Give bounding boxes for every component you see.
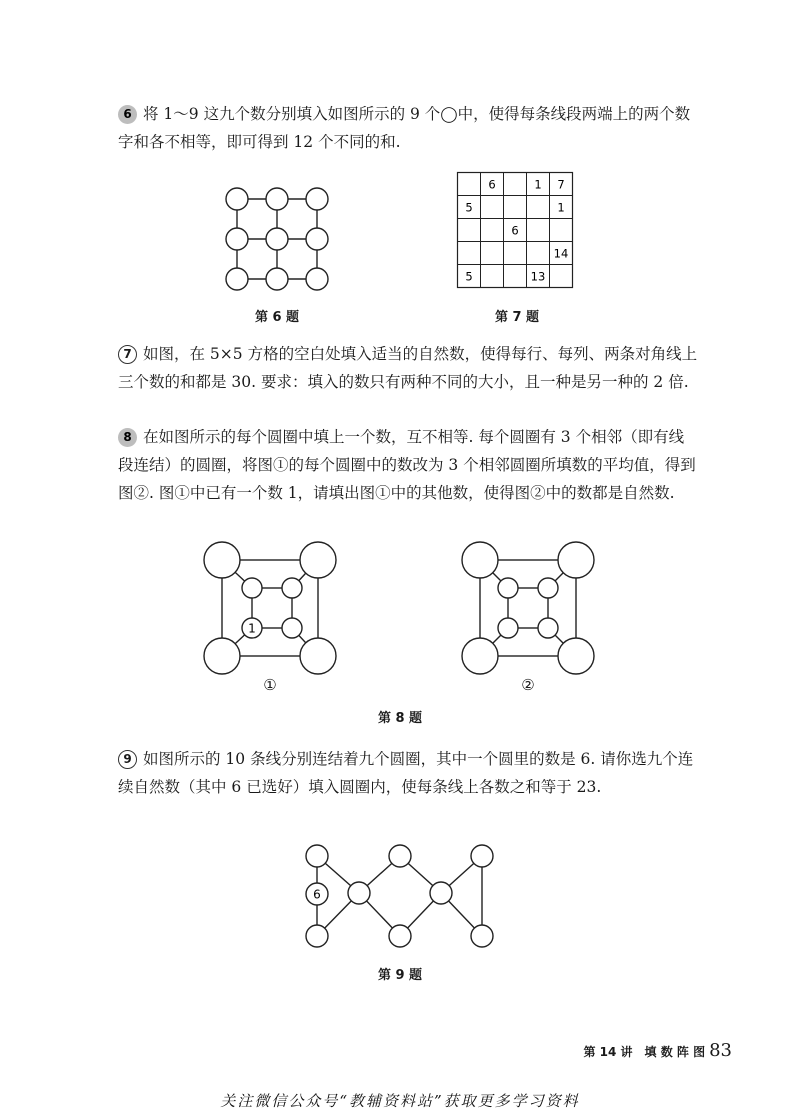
promo-banner: 关注微信公众号“教辅资料站”获取更多学习资料 (220, 1092, 580, 1110)
circle-node (204, 638, 240, 674)
circle-node (558, 638, 594, 674)
circle-node (266, 188, 288, 210)
figure-6-diagram (222, 184, 332, 294)
problem-text: 在如图所示的每个圆圈中填上一个数，互不相等. 每个圆圈有 3 个相邻（即有线段连结）的圆圈，将图①的每个圆圈中的数改为 3 个相邻圆圈所填数的平均值，得到图②. 图①中已有一个数 1，请填出图①中的其他数，使得图②中的数都是自然数. (118, 428, 696, 502)
circle-node (471, 925, 493, 947)
figure-7-grid (457, 172, 577, 292)
circle-node (226, 268, 248, 290)
figure-8-left-diagram (200, 538, 340, 678)
problem-number: 7 (118, 345, 137, 364)
grid-cell-value: 6 (488, 177, 496, 192)
circle-node (348, 882, 370, 904)
figure-7-caption: 第 7 题 (494, 310, 540, 325)
page-footer (584, 1040, 733, 1061)
figure-9-diagram (302, 842, 502, 952)
figure-9-caption: 第 9 题 (377, 968, 423, 983)
figure-8-label-right: ② (521, 676, 535, 694)
problem-8 (118, 423, 698, 507)
grid-cell-value: 1 (557, 200, 565, 215)
circle-node (538, 618, 558, 638)
figure-6-caption: 第 6 题 (254, 310, 300, 325)
grid-cell-value: 1 (534, 177, 542, 192)
grid-cell-value: 6 (511, 223, 519, 238)
problem-number: 6 (118, 105, 137, 124)
grid-cell-value: 5 (465, 269, 473, 284)
circle-node (226, 188, 248, 210)
circle-node (266, 268, 288, 290)
circle-node (430, 882, 452, 904)
problem-number: 9 (118, 750, 137, 769)
page-number: 83 (709, 1040, 732, 1061)
circle-node (306, 268, 328, 290)
given-number: 1 (248, 621, 256, 636)
given-number: 6 (313, 887, 321, 902)
circle-node (300, 542, 336, 578)
figure-8-caption: 第 8 题 (377, 711, 423, 726)
circle-node (462, 542, 498, 578)
problem-9 (118, 745, 698, 801)
circle-node (558, 542, 594, 578)
grid-cell-value: 13 (530, 269, 546, 284)
circle-node (282, 578, 302, 598)
circle-node (242, 578, 262, 598)
grid-cell-value: 14 (553, 246, 569, 261)
circle-node (498, 618, 518, 638)
circle-node (462, 638, 498, 674)
circle-node (306, 845, 328, 867)
circle-node (266, 228, 288, 250)
circle-node (226, 228, 248, 250)
figure-8-right-diagram (458, 538, 598, 678)
grid-cell-value: 7 (557, 177, 565, 192)
lecture-title: 第 14 讲 填 数 阵 图 (583, 1045, 706, 1059)
problem-text: 如图所示的 10 条线分别连结着九个圆圈，其中一个圆里的数是 6. 请你选九个连续自然数（其中 6 已选好）填入圆圈内，使每条线上各数之和等于 23. (118, 750, 694, 796)
circle-node (306, 925, 328, 947)
circle-node (538, 578, 558, 598)
circle-node (204, 542, 240, 578)
circle-node (498, 578, 518, 598)
figure-8-label-left: ① (263, 676, 277, 694)
circle-node (282, 618, 302, 638)
circle-node (389, 925, 411, 947)
grid-cell-value: 5 (465, 200, 473, 215)
circle-node (306, 228, 328, 250)
circle-node (471, 845, 493, 867)
problem-6 (118, 100, 698, 156)
circle-node (389, 845, 411, 867)
problem-number: 8 (118, 428, 137, 447)
circle-node (300, 638, 336, 674)
problem-text: 将 1～9 这九个数分别填入如图所示的 9 个◯中，使得每条线段两端上的两个数字和各不相等，即可得到 12 个不同的和. (118, 105, 691, 151)
problem-text: 如图，在 5×5 方格的空白处填入适当的自然数，使得每行、每列、两条对角线上三个数的和都是 30. 要求：填入的数只有两种不同的大小，且一种是另一种的 2 倍. (118, 345, 698, 391)
circle-node (306, 188, 328, 210)
problem-7 (118, 340, 698, 396)
